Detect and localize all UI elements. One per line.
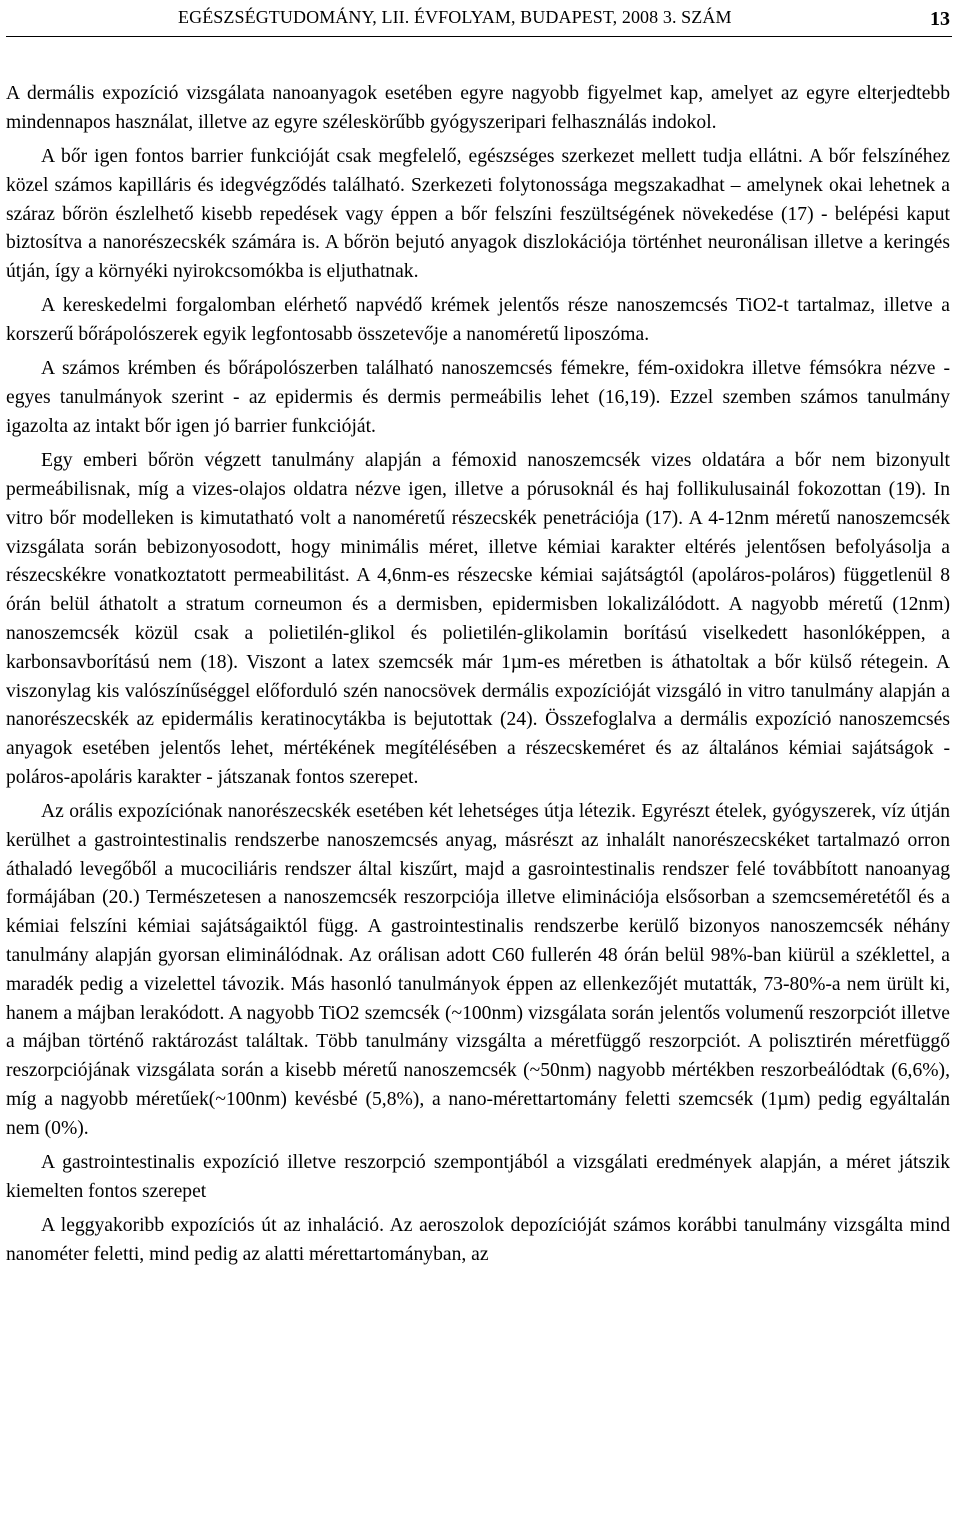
paragraph-permeability <box>6 355 950 441</box>
paragraph-text: A gastrointestinalis expozíció illetve reszorpció szempontjából a vizsgálati eredmények alapján, a méret játszik kiemelten fontos szerepet <box>6 1152 950 1202</box>
paragraph-skin-barrier <box>6 143 950 287</box>
paragraph-inhalation <box>6 1212 950 1270</box>
paragraph-text: A bőrön bejutó anyagok diszlokációja történhet neuronálisan illetve a keringés útján, így a környéki nyirokcsomókba is eljuthatnak. <box>6 232 951 283</box>
header-divider <box>6 36 952 37</box>
paragraph-human-skin-study <box>6 447 950 793</box>
paragraph-text: A számos krémben és bőrápolószerben található nanoszemcsés fémekre, fém-oxidokra illetve fémsókra nézve - egyes tanulmányok szerint - az epidermis és dermis permeábilis lehet (16,19). Ezzel szemben számos tanulmány igazolta az intakt bőr igen jó barrier funkcióját. <box>6 358 950 437</box>
paragraph-text: Egy emberi bőrön végzett tanulmány alapján a fémoxid nanoszemcsék vizes oldatára a bőr nem bizonyult permeábilisnak, míg a vizes-olajos oldatra nézve igen, illetve a pórusoknál és haj follikulusainál fokozottan (19). In vitro bőr modelleken is kimutatható volt a nanoméretű részecskék penetrációja (17). A 4-12nm méretű nanoszemcsék vizsgálata során bebizonyosodott, hogy minimális méret, illetve kémiai karakter eltérés jelentősen befolyásolja a részecskékre vonatkoztatott permeabilitást. A 4,6nm-es részecske kémiai sajátságtól (apoláros-poláros) függetlenül 8 órán belül áthatolt a stratum corneumon és a dermisben, epidermisben lokalizálódott. A nagyobb méretű (12nm) nanoszemcsék közül csak a polietilén-glikol és polietilén-glikolamin borítású viselkedett hasonlóképpen, a karbonsavborítású nem (18). Viszont a latex szemcsék már 1µm-es méretben is áthatoltak a bőr külső rétegein. A viszonylag kis valószínűséggel előforduló szén nanocsövek dermális expozícióját vizsgáló in vitro tanulmány alapján a nanorészecskék az epidermális keratinocytákba is bejutottak (24). Összefoglalva a dermális expozíció nanoszemcsés anyagok esetében jelentős lehet, mértékének megítélésében a részecskeméret és az általános kémiai sajátságok - poláros-apoláris karakter - játszanak fontos szerepet. <box>6 450 950 788</box>
paragraph-text: A leggyakoribb expozíciós út az inhaláció. Az aeroszolok depozícióját számos korábbi tanulmány vizsgálta mind nanométer feletti, mind pedig az alatti mérettartományban, az <box>6 1215 950 1265</box>
paragraph-oral-exposure <box>6 798 950 1144</box>
paragraph-gastrointestinal-summary <box>6 1149 950 1207</box>
paragraph-text: A bőr igen fontos barrier funkcióját csak megfelelő, egészséges szerkezet mellett tudja ellátni. A bőr felszínéhez közel számos kapilláris és idegvégződés található. <box>6 145 950 196</box>
article-body <box>6 80 950 1270</box>
paragraph-dermal-intro <box>6 80 950 138</box>
paragraph-text: Szerkezeti folytonossága megszakadhat – amelynek okai lehetnek a száraz bőrön észlelhető kisebb repedések vagy éppen a bőr felszíni feszültségének növekedése (17) - belépési kaput biztosítva a nanorészecskék számára is. <box>6 174 950 254</box>
running-header <box>6 2 952 32</box>
paragraph-text: Az orális expozíciónak nanorészecskék esetében két lehetséges útja létezik. Egyrészt ételek, gyógyszerek, víz útján kerülhet a gastrointestinalis rendszerbe nanoszemcsés anyag, másrészt az inhalált nanorészecskéket tartalmazó orron áthaladó levegőből a mucociliáris rendszer által kiszűrt, majd a gasrointestinalis rendszer felé továbbított nanoanyag formájában (20.) Természetesen a nanoszemcsék reszorpciója illetve eliminációja elsősorban a szemcseméretétől és a kémiai felszíni kémiai sajátságaiktól függ. A gastrointestinalis rendszerbe kerülő bizonyos nanoszemcsék néhány tanulmány alapján gyorsan eliminálódnak. Az orálisan adott C60 fullerén 48 órán belül 98%-ban kiürül a széklettel, a maradék pedig a vizelettel távozik. Más hasonló tanulmányok éppen az ellenkezőjét mutatták, 73-80%-a nem ürült ki, hanem a májban lerakódott. A nagyobb TiO2 szemcsék (~100nm) vizsgálata során jelentős volumenű reszorpciót illetve a májban történő raktározást találtak. Több tanulmány vizsgálta a méretfüggő reszorpciót. A polisztirén méretfüggő reszorpciójának vizsgálata során a kisebb méretű nanoszemcsék (~50nm) nagyobb mértékben reszorbeálódtak (6,6%), míg a nagyobb méretűek(~100nm) kevésbé (5,8%), a nano-mérettartomány feletti szemcsék (1µm) pedig egyáltalán nem (0%). <box>6 801 950 1139</box>
paragraph-sunscreen <box>6 292 950 350</box>
paragraph-text: A kereskedelmi forgalomban elérhető napvédő krémek jelentős része nanoszemcsés TiO2-t tartalmaz, illetve a korszerű bőrápolószerek egyik legfontosabb összetevője a nanoméretű liposzóma. <box>6 295 950 346</box>
paragraph-text: A dermális expozíció vizsgálata nanoanyagok esetében egyre nagyobb figyelmet kap, amelyet az egyre elterjedtebb mindennapos használat, illetve az egyre széleskörűbb gyógyszeripari felhasználás indokol. <box>6 83 950 133</box>
journal-running-title: EGÉSZSÉGTUDOMÁNY, LII. ÉVFOLYAM, BUDAPEST, 2008 3. SZÁM <box>178 7 732 27</box>
page-number: 13 <box>930 8 950 30</box>
